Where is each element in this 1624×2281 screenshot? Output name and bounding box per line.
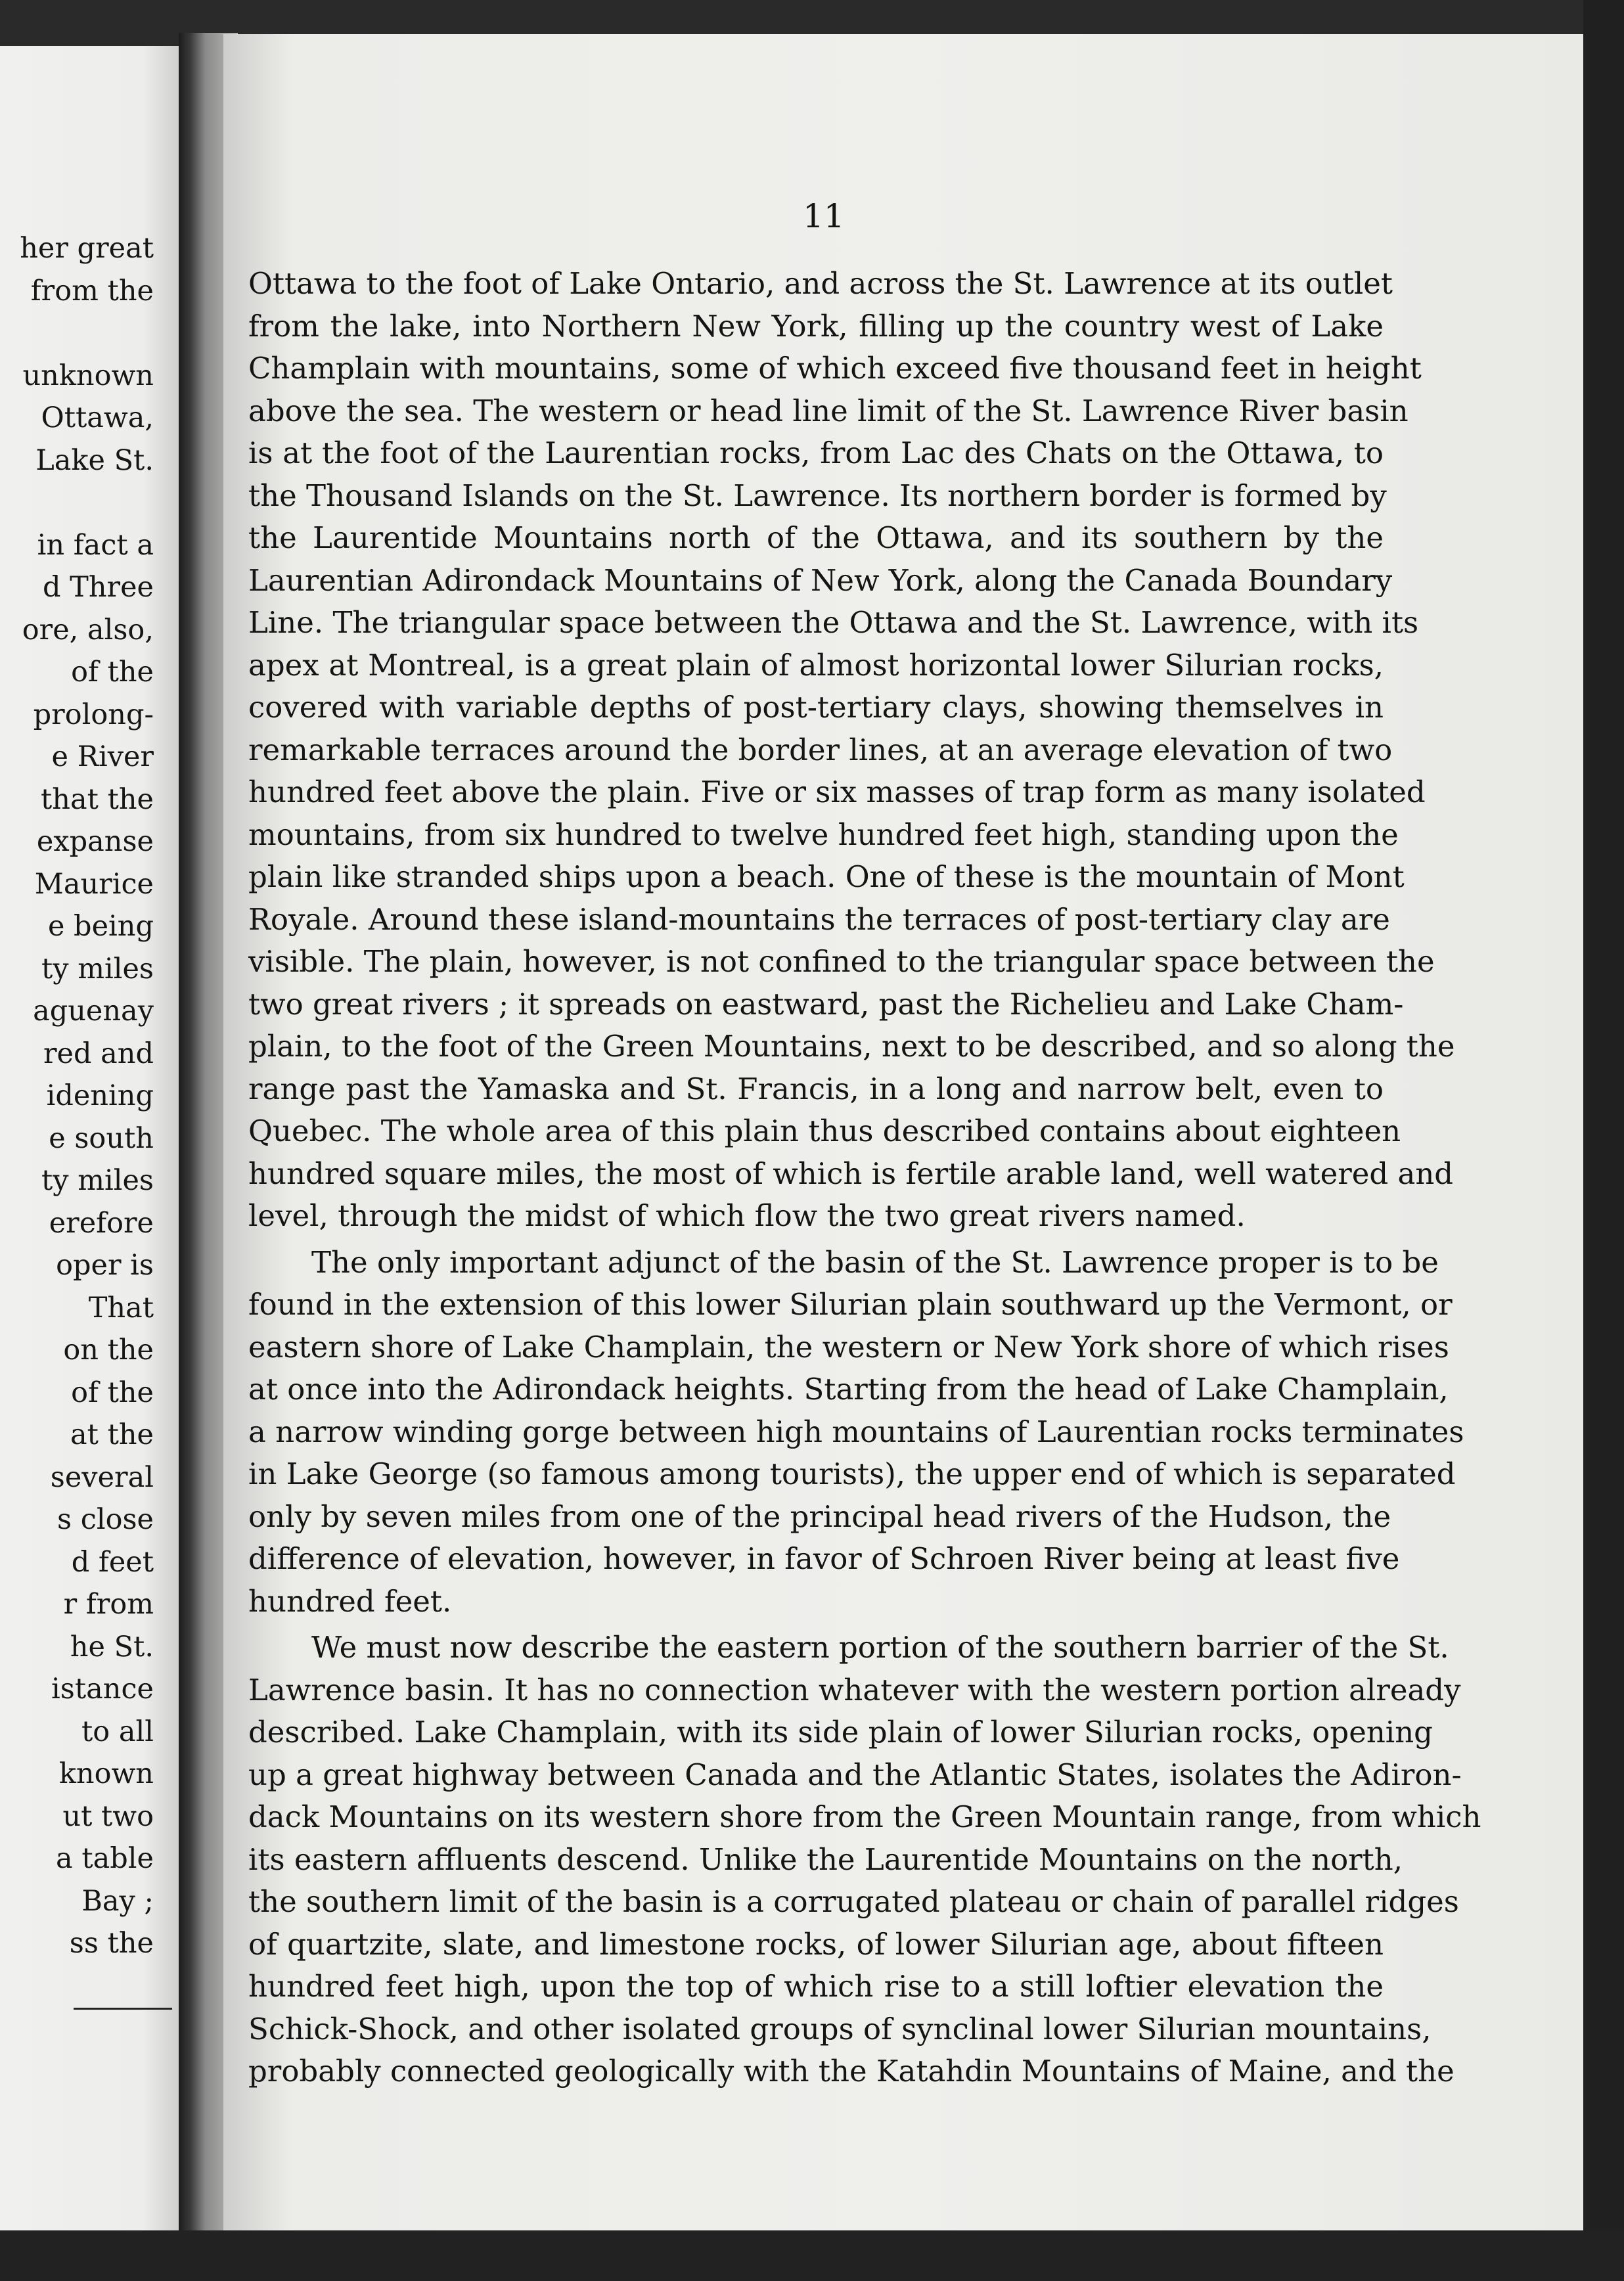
text-line: visible. The plain, however, is not confined to the triangular space between the xyxy=(248,944,1435,979)
text-line: range past the Yamaska and St. Francis, in a long and narrow belt, even to xyxy=(248,1071,1384,1106)
text-line: up a great highway between Canada and the Atlantic States, isolates the Adiron- xyxy=(248,1757,1462,1792)
left-page-fragment: ore, also, xyxy=(22,613,154,646)
text-line: its eastern affluents descend. Unlike the Laurentide Mountains on the north, xyxy=(248,1841,1403,1877)
left-page-fragment: red and xyxy=(43,1037,154,1070)
text-line: plain like stranded ships upon a beach. One of these is the mountain of Mont xyxy=(248,859,1405,894)
left-page-fragment: e south xyxy=(49,1121,154,1155)
left-page-fragment: Lake St. xyxy=(35,443,154,477)
text-line: difference of elevation, however, in favor of Schroen River being at least five xyxy=(248,1541,1400,1576)
text-line: Schick-Shock, and other isolated groups of synclinal lower Silurian mountains, xyxy=(248,2011,1432,2046)
text-line: apex at Montreal, is a great plain of almost horizontal lower Silurian rocks, xyxy=(248,647,1384,683)
page-body-text xyxy=(248,263,1481,2093)
paragraph-2 xyxy=(248,1242,1464,1623)
left-page-fragment: of the xyxy=(71,1376,154,1409)
left-page-text-fragments xyxy=(0,227,154,1965)
left-page-fragment: expanse xyxy=(36,825,154,858)
left-page-fragment: her great xyxy=(20,232,154,265)
text-line: only by seven miles from one of the principal head rivers of the Hudson, the xyxy=(248,1499,1391,1534)
text-line: is at the foot of the Laurentian rocks, from Lac des Chats on the Ottawa, to xyxy=(248,436,1384,470)
text-line: found in the extension of this lower Silurian plain southward up the Vermont, or xyxy=(248,1287,1453,1322)
left-page-fragment: s close xyxy=(57,1503,154,1536)
left-page-fragment: ty miles xyxy=(41,1164,154,1197)
text-line: from the lake, into Northern New York, filling up the country west of Lake xyxy=(248,308,1384,344)
left-page-fragment: e River xyxy=(51,740,154,773)
text-line: Line. The triangular space between the Ottawa and the St. Lawrence, with its xyxy=(248,605,1419,640)
left-page-fragment: istance xyxy=(51,1673,154,1705)
left-page-fragment: several xyxy=(50,1460,154,1494)
text-line: plain, to the foot of the Green Mountains, next to be described, and so along the xyxy=(248,1029,1455,1064)
text-line: Royale. Around these island-mountains the terraces of post-tertiary clay are xyxy=(248,901,1390,937)
left-page-fragment: to all xyxy=(81,1715,154,1748)
text-line: mountains, from six hundred to twelve hundred feet high, standing upon the xyxy=(248,817,1399,852)
paragraph-3 xyxy=(248,1627,1481,2093)
scan-right-edge xyxy=(1583,0,1624,2281)
page-number: 11 xyxy=(803,197,845,235)
left-page-fragment xyxy=(0,482,154,524)
text-line: Champlain with mountains, some of which exceed five thousand feet in height xyxy=(248,351,1422,386)
text-line: level, through the midst of which flow the two great rivers named. xyxy=(248,1198,1246,1233)
text-line: Laurentian Adirondack Mountains of New York, along the Canada Boundary xyxy=(248,562,1393,598)
text-line: dack Mountains on its western shore from the Green Mountain range, from which xyxy=(248,1799,1481,1834)
left-page-fragment: prolong- xyxy=(33,698,154,731)
left-page-fragment: d feet xyxy=(71,1545,154,1579)
left-page-fragment: Bay ; xyxy=(81,1884,154,1918)
left-page-fragment: That xyxy=(88,1291,154,1324)
text-line: hundred square miles, the most of which is fertile arable land, well watered and xyxy=(248,1156,1454,1191)
text-line: hundred feet. xyxy=(248,1583,452,1619)
text-line: hundred feet high, upon the top of which rise to a still loftier elevation the xyxy=(248,1969,1384,2004)
left-page xyxy=(0,46,179,2240)
left-page-fragment: r from xyxy=(63,1588,154,1621)
left-page-fragment: unknown xyxy=(22,359,154,392)
text-line: the Laurentide Mountains north of the Ottawa, and its southern by the xyxy=(248,520,1384,555)
text-line: the Thousand Islands on the St. Lawrence. Its northern border is formed by xyxy=(248,478,1387,513)
text-line: hundred feet above the plain. Five or six masses of trap form as many isolated xyxy=(248,775,1426,809)
text-line: a narrow winding gorge between high mountains of Laurentian rocks terminates xyxy=(248,1414,1464,1449)
text-line: above the sea. The western or head line limit of the St. Lawrence River basin xyxy=(248,393,1409,428)
left-page-fragment: a table xyxy=(56,1842,154,1875)
left-page-fragment: from the xyxy=(30,274,154,307)
left-page-fragment: at the xyxy=(70,1418,154,1451)
left-page-fragment: ut two xyxy=(62,1799,154,1833)
text-line: The only important adjunct of the basin of the St. Lawrence proper is to be xyxy=(311,1244,1439,1280)
left-page-fragment: Ottawa, xyxy=(41,401,154,434)
left-page-footnote-rule xyxy=(74,2008,172,2010)
text-line: We must now describe the eastern portion of the southern barrier of the St. xyxy=(311,1630,1449,1665)
paragraph-1 xyxy=(248,263,1455,1238)
left-page-fragment: idening xyxy=(46,1079,154,1112)
left-page-fragment: of the xyxy=(71,656,154,689)
text-line: two great rivers ; it spreads on eastward, past the Richelieu and Lake Cham- xyxy=(248,986,1404,1022)
text-line: of quartzite, slate, and limestone rocks, of lower Silurian age, about fifteen xyxy=(248,1926,1384,1962)
text-line: probably connected geologically with the Katahdin Mountains of Maine, and the xyxy=(248,2054,1455,2089)
left-page-fragment: e being xyxy=(47,910,154,943)
text-line: remarkable terraces around the border lines, at an average elevation of two xyxy=(248,732,1393,767)
left-page-fragment: ss the xyxy=(69,1927,154,1960)
left-page-fragment: Maurice xyxy=(34,867,154,901)
text-line: in Lake George (so famous among tourists), the upper end of which is separated xyxy=(248,1457,1456,1491)
text-line: at once into the Adirondack heights. Starting from the head of Lake Champlain, xyxy=(248,1372,1449,1407)
left-page-fragment: in fact a xyxy=(37,528,154,562)
left-page-fragment: known xyxy=(58,1757,154,1790)
text-line: Ottawa to the foot of Lake Ontario, and across the St. Lawrence at its outlet xyxy=(248,266,1393,301)
left-page-fragment xyxy=(0,312,154,355)
left-page-fragment: oper is xyxy=(56,1249,154,1282)
text-line: described. Lake Champlain, with its side plain of lower Silurian rocks, opening xyxy=(248,1715,1433,1750)
left-page-fragment: ty miles xyxy=(41,952,154,985)
left-page-fragment: aguenay xyxy=(33,995,154,1028)
scan-bottom-edge xyxy=(0,2230,1624,2281)
text-line: Lawrence basin. It has no connection whatever with the western portion already xyxy=(248,1672,1461,1707)
left-page-fragment: he St. xyxy=(70,1630,154,1663)
left-page-fragment: that the xyxy=(41,782,154,816)
left-page-fragment: erefore xyxy=(49,1206,154,1240)
left-page-fragment: on the xyxy=(63,1334,154,1366)
text-line: covered with variable depths of post-tertiary clays, showing themselves in xyxy=(248,690,1384,725)
text-line: the southern limit of the basin is a corrugated plateau or chain of parallel ridges xyxy=(248,1884,1459,1919)
left-page-fragment: d Three xyxy=(42,571,154,604)
text-line: eastern shore of Lake Champlain, the western or New York shore of which rises xyxy=(248,1329,1449,1365)
text-line: Quebec. The whole area of this plain thus described contains about eighteen xyxy=(248,1114,1401,1148)
